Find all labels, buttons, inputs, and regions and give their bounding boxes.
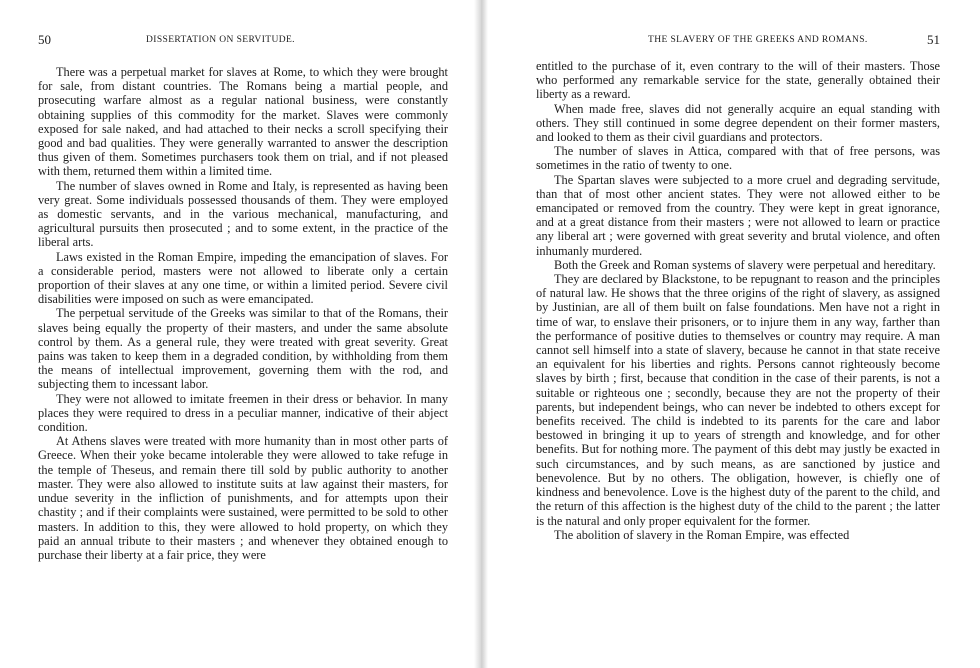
right-running-head-title: THE SLAVERY OF THE GREEKS AND ROMANS. [648, 35, 868, 45]
paragraph: There was a perpetual market for slaves at Rome, to which they were brought for sale, from distant countries. The Romans being a martial people, and prosecuting warfare almost as a regular national business, were constantly obtaining supplies of this commodity for the market. Slaves were commonly exposed for sale naked, and had attached to their necks a scroll specifying their good and bad qualities. They were generally warranted to answer the description thus given of them. Sometimes purchasers took them on trial, and if not pleased with them, returned them within a limited time. [38, 65, 448, 179]
paragraph: They were not allowed to imitate freemen in their dress or behavior. In many places they were required to dress in a peculiar manner, indicative of their abject condition. [38, 391, 448, 435]
paragraph: The number of slaves owned in Rome and Italy, is represented as having been very great. Some individuals possessed thousands of them. They were employed as domestic servants, and in the various mechanical, manufacturing, and agricultural pursuits then prosecuted ; and to some extent, in the practice of the liberal arts. [38, 178, 448, 250]
right-page-number: 51 [927, 32, 940, 47]
paragraph: Both the Greek and Roman systems of slavery were perpetual and hereditary. [554, 257, 936, 272]
paragraph: The abolition of slavery in the Roman Empire, was effected [554, 527, 850, 542]
left-running-head [38, 32, 448, 57]
paragraph: They are declared by Blackstone, to be repugnant to reason and the principles of natural law. He shows that the three origins of the right of slavery, as assigned by Justinian, are all of them built on false foundations. Men have not a right in time of war, to enslave their prisoners, or to injure them in any way, farther than the performance of positive duties to themselves or country may require. A man cannot sell himself into a state of slavery, because he cannot in that state receive an equivalent for his liberties and rights. Persons cannot righteously become slaves by birth ; first, because that condition in the case of their parents, is not a suitable or righteous one ; secondly, because they are not the property of their parents, but independent beings, who can never be indebted to others except for benefits received. The child is indebted to its parents for the care and labor bestowed in bringing it up to years of strength and knowledge, and for other benefits. But for nothing more. The payment of this debt may justly be exacted in such circumstances, and by such means, as are sanctioned by justice and benevolence. But by no others. The obligation, however, is chiefly one of kindness and benevolence. Love is the highest duty of the parent to the child, and the return of this affection is the highest duty of the child to the parent ; the latter is the natural and only proper equivalent for the former. [536, 272, 940, 528]
paragraph: The number of slaves in Attica, compared with that of free persons, was sometimes in the ratio of twenty to one. [536, 144, 940, 173]
left-running-head-title: DISSERTATION ON SERVITUDE. [146, 35, 295, 45]
paragraph: The Spartan slaves were subjected to a more cruel and degrading servitude, than that of most other ancient states. They were not allowed either to be emancipated or removed from the country. They were kept in great ignorance, and at a great distance from their masters ; were not allowed to learn or practice any liberal art ; were governed with great severity and brutal violence, and often inhumanly murdered. [536, 172, 940, 258]
right-running-head [536, 32, 940, 57]
right-page [488, 0, 980, 668]
continued-paragraph: entitled to the purchase of it, even contrary to the will of their masters. Those who performed any remarkable service for the state, generally obtained their liberty as a reward. [536, 59, 940, 102]
paragraph: At Athens slaves were treated with more humanity than in most other parts of Greece. When their yoke became intolerable they were allowed to take refuge in the temple of Theseus, and remain there till sold by public authority to another master. They were also allowed to institute suits at law against their masters, for undue severity in the infliction of punishments, and for attempts upon their chastity ; and if their complaints were sustained, were permitted to be sold to other masters. In addition to this, they were allowed to hold property, on which they paid an annual tribute to their masters ; and whenever they obtained enough to purchase their liberty at a fair price, they were [38, 434, 448, 562]
paragraph: When made free, slaves did not generally acquire an equal standing with others. They still continued in some degree dependent on their former masters, and looked to them as their civil guardians and protectors. [536, 101, 940, 145]
paragraph: Laws existed in the Roman Empire, impeding the emancipation of slaves. For a considerable period, masters were not allowed to liberate only a certain proportion of their slaves at any one time, or within a limited period. Severe civil disabilities were imposed on such as were emancipated. [38, 249, 448, 307]
left-page-number: 50 [38, 32, 51, 47]
left-page-text [38, 65, 448, 562]
book-gutter [474, 0, 488, 668]
left-page [0, 0, 474, 668]
paragraph: The perpetual servitude of the Greeks was similar to that of the Romans, their slaves being equally the property of their masters, and under the same absolute control by them. As a general rule, they were treated with great severity. Great pains was taken to keep them in a degraded condition, by withholding from them the means of intellectual improvement, governing them with the rod, and subjecting them to incessant labor. [38, 306, 448, 392]
right-page-text [536, 59, 940, 542]
